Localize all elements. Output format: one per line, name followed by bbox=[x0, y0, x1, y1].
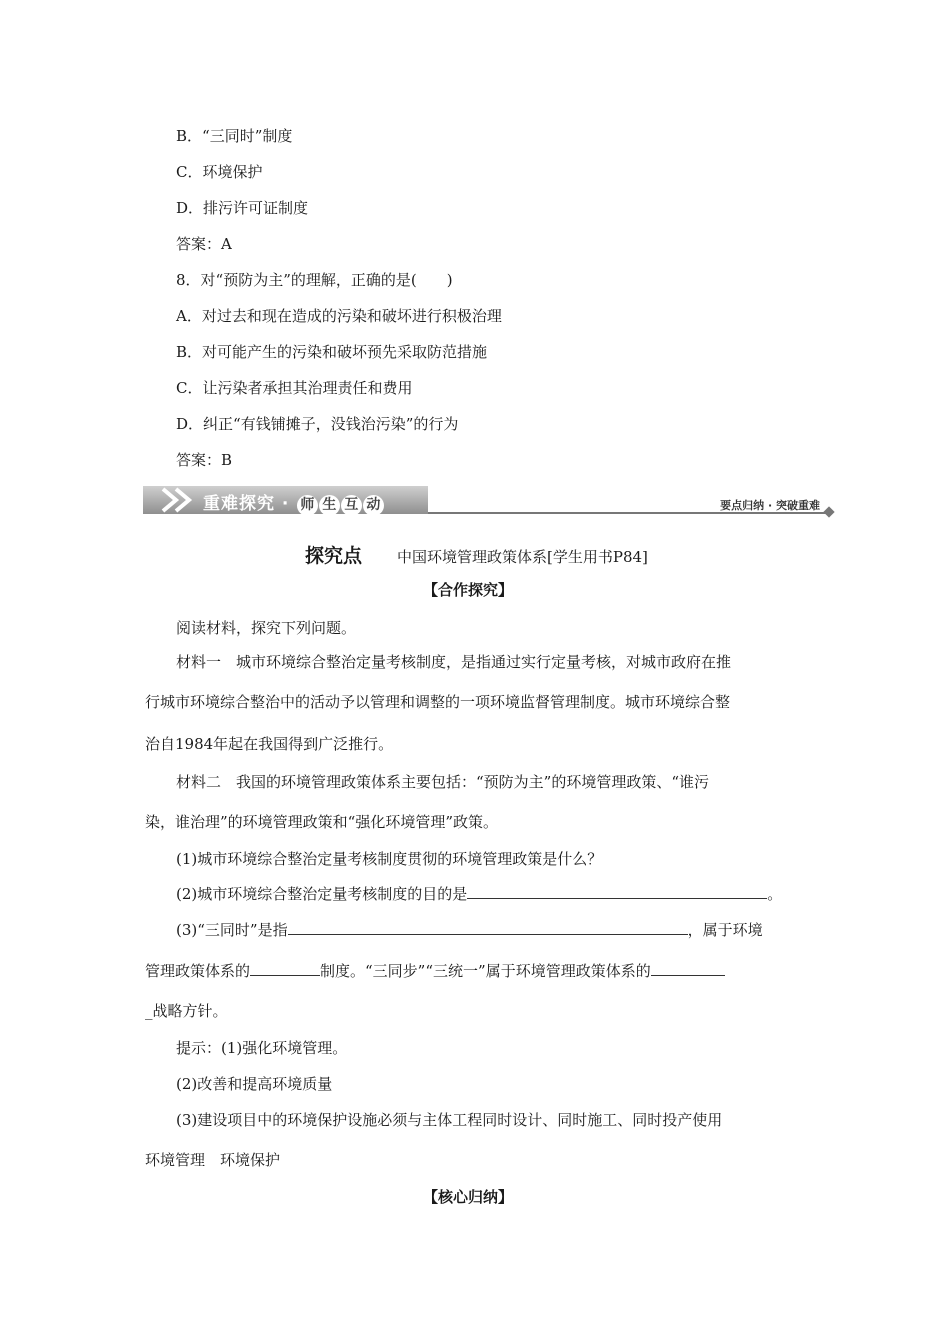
material-2-line-2: 染，谁治理”的环境管理政策和“强化环境管理”政策。 bbox=[145, 813, 499, 831]
q8-option-a: A．对过去和现在造成的污染和破坏进行积极治理 bbox=[176, 307, 502, 325]
q8-answer: 答案：B bbox=[176, 451, 233, 469]
diamond-icon bbox=[823, 506, 834, 517]
intro-text: 阅读材料，探究下列问题。 bbox=[176, 619, 357, 637]
banner-char-2: 生 bbox=[319, 495, 340, 516]
question-3-cont bbox=[145, 961, 725, 981]
banner-char-4: 动 bbox=[363, 495, 384, 516]
material-1-line-1: 材料一 城市环境综合整治定量考核制度，是指通过实行定量考核，对城市政府在推 bbox=[176, 653, 732, 671]
material-1-line-3: 治自1984年起在我国得到广泛推行。 bbox=[145, 735, 394, 753]
coop-heading: 【合作探究】 bbox=[423, 581, 514, 599]
hint-2: (2)改善和提高环境质量 bbox=[176, 1075, 333, 1093]
section-banner bbox=[143, 486, 835, 516]
banner-bar bbox=[143, 486, 428, 514]
q8-option-b: B．对可能产生的污染和破坏预先采取防范措施 bbox=[176, 343, 488, 361]
answer-blank[interactable] bbox=[250, 961, 320, 976]
hint-1: 提示：(1)强化环境管理。 bbox=[176, 1039, 348, 1057]
hint-4: 环境管理 环境保护 bbox=[145, 1151, 281, 1169]
answer-blank[interactable] bbox=[288, 920, 688, 935]
answer-blank[interactable] bbox=[467, 884, 767, 899]
question-3-text-d: 制度。“三同步”“三统一”属于环境管理政策体系的 bbox=[320, 962, 651, 980]
banner-char-1: 师 bbox=[297, 495, 318, 516]
q7-option-d: D．排污许可证制度 bbox=[176, 199, 309, 217]
answer-blank[interactable] bbox=[651, 961, 725, 976]
question-3 bbox=[176, 920, 763, 940]
section-label: 探究点 bbox=[305, 545, 363, 567]
banner-subtitle: 要点归纳 · 突破重难 bbox=[720, 499, 820, 512]
q7-option-c: C．环境保护 bbox=[176, 163, 263, 181]
material-1-line-2: 行城市环境综合整治中的活动予以管理和调整的一项环境监督管理制度。城市环境综合整 bbox=[145, 693, 731, 711]
question-3-text-a: (3)“三同时”是指 bbox=[176, 921, 288, 939]
question-3-text-c: 管理政策体系的 bbox=[145, 962, 251, 980]
q8-stem: 8．对“预防为主”的理解，正确的是( ) bbox=[176, 271, 453, 289]
question-2 bbox=[176, 884, 782, 904]
question-2-end: 。 bbox=[767, 885, 783, 903]
question-3-text-b: ，属于环境 bbox=[687, 921, 763, 939]
question-2-text: (2)城市环境综合整治定量考核制度的目的是 bbox=[176, 885, 468, 903]
banner-title-text: 重难探究 bbox=[203, 494, 275, 514]
q8-option-c: C．让污染者承担其治理责任和费用 bbox=[176, 379, 413, 397]
material-2-line-1: 材料二 我国的环境管理政策体系主要包括：“预防为主”的环境管理政策、“谁污 bbox=[176, 773, 710, 791]
question-1: (1)城市环境综合整治定量考核制度贯彻的环境管理政策是什么？ bbox=[176, 850, 603, 868]
banner-dot: · bbox=[281, 494, 290, 514]
question-3-end: _战略方针。 bbox=[145, 1002, 228, 1020]
hint-3: (3)建设项目中的环境保护设施必须与主体工程同时设计、同时施工、同时投产使用 bbox=[176, 1111, 723, 1129]
core-heading: 【核心归纳】 bbox=[423, 1188, 514, 1206]
q7-option-b: B．“三同时”制度 bbox=[176, 127, 293, 145]
section-title: 中国环境管理政策体系[学生用书P84] bbox=[397, 548, 648, 566]
banner-title bbox=[203, 489, 384, 516]
q7-answer: 答案：A bbox=[176, 235, 232, 253]
q8-option-d: D．纠正“有钱铺摊子，没钱治污染”的行为 bbox=[176, 415, 459, 433]
banner-char-3: 互 bbox=[341, 495, 362, 516]
